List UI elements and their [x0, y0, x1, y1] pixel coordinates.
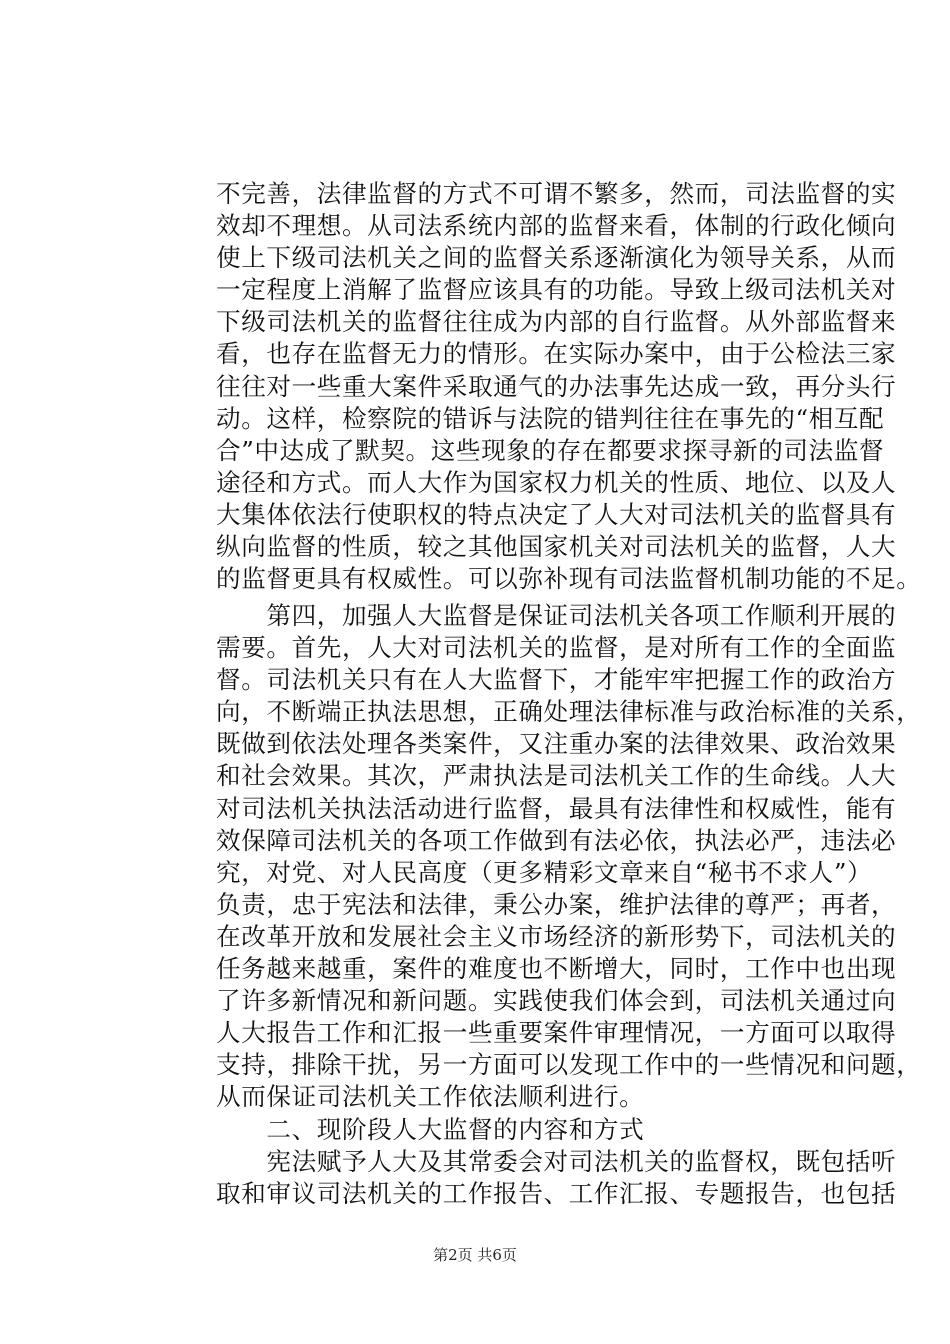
- text-line: 第四，加强人大监督是保证司法机关各项工作顺利开展的: [216, 601, 897, 630]
- text-line: 的监督更具有权威性。可以弥补现有司法监督机制功能的不足。: [216, 564, 922, 594]
- text-line: 下级司法机关的监督往往成为内部的自行监督。从外部监督来: [216, 307, 897, 337]
- text-line: 从而保证司法机关工作依法顺利进行。: [216, 1082, 645, 1112]
- text-line: 人大报告工作和汇报一些重要案件审理情况，一方面可以取得: [216, 1018, 897, 1048]
- text-line: 既做到依法处理各类案件，又注重办案的法律效果、政治效果: [216, 729, 897, 759]
- text-line: 看，也存在监督无力的情形。在实际办案中，由于公检法三家: [216, 339, 897, 369]
- text-line: 一定程度上消解了监督应该具有的功能。导致上级司法机关对: [216, 275, 897, 305]
- text-line: 效却不理想。从司法系统内部的监督来看，体制的行政化倾向: [216, 211, 897, 241]
- text-line: 动。这样，检察院的错诉与法院的错判往往在事先的“相互配: [216, 403, 885, 433]
- text-line: 途径和方式。而人大作为国家权力机关的性质、地位、以及人: [216, 467, 897, 497]
- text-line: 了许多新情况和新问题。实践使我们体会到，司法机关通过向: [216, 986, 897, 1016]
- text-line: 和社会效果。其次，严肃执法是司法机关工作的生命线。人大: [216, 761, 897, 791]
- text-line: 向，不断端正执法思想，正确处理法律标准与政治标准的关系，: [216, 697, 922, 727]
- text-line: 不完善，法律监督的方式不可谓不繁多，然而，司法监督的实: [216, 179, 897, 208]
- text-line: 对司法机关执法活动进行监督，最具有法律性和权威性，能有: [216, 793, 897, 823]
- text-line: 取和审议司法机关的工作报告、工作汇报、专题报告，也包括: [216, 1178, 897, 1208]
- text-line: 二、现阶段人大监督的内容和方式: [216, 1114, 645, 1144]
- text-line: 往往对一些重大案件采取通气的办法事先达成一致，再分头行: [216, 371, 897, 401]
- paragraph-section: [216, 600, 922, 1210]
- text-line: 在改革开放和发展社会主义市场经济的新形势下，司法机关的: [216, 921, 897, 951]
- text-line: 使上下级司法机关之间的监督关系逐渐演化为领导关系，从而: [216, 243, 897, 273]
- text-line: 负责，忠于宪法和法律，秉公办案，维护法律的尊严；再者，: [216, 889, 897, 919]
- text-line: 纵向监督的性质，较之其他国家机关对司法机关的监督，人大: [216, 532, 897, 562]
- text-line: 支持，排除干扰，另一方面可以发现工作中的一些情况和问题，: [216, 1050, 922, 1080]
- page-indicator: 第2页 共6页: [433, 1246, 517, 1264]
- text-line: 效保障司法机关的各项工作做到有法必依，执法必严，违法必: [216, 825, 897, 855]
- text-line: 究，对党、对人民高度（更多精彩文章来自“秘书不求人”）: [216, 857, 873, 887]
- text-line: 督。司法机关只有在人大监督下，才能牢牢把握工作的政治方: [216, 665, 897, 695]
- text-line: 任务越来越重，案件的难度也不断增大，同时，工作中也出现: [216, 954, 897, 984]
- page-footer: [0, 1244, 950, 1265]
- text-line: 宪法赋予人大及其常委会对司法机关的监督权，既包括听: [216, 1146, 897, 1176]
- text-line: 需要。首先，人大对司法机关的监督，是对所有工作的全面监: [216, 633, 897, 663]
- text-line: 大集体依法行使职权的特点决定了人大对司法机关的监督具有: [216, 499, 897, 529]
- paragraph-continued: [216, 178, 922, 595]
- text-line: 合”中达成了默契。这些现象的存在都要求探寻新的司法监督: [216, 435, 885, 465]
